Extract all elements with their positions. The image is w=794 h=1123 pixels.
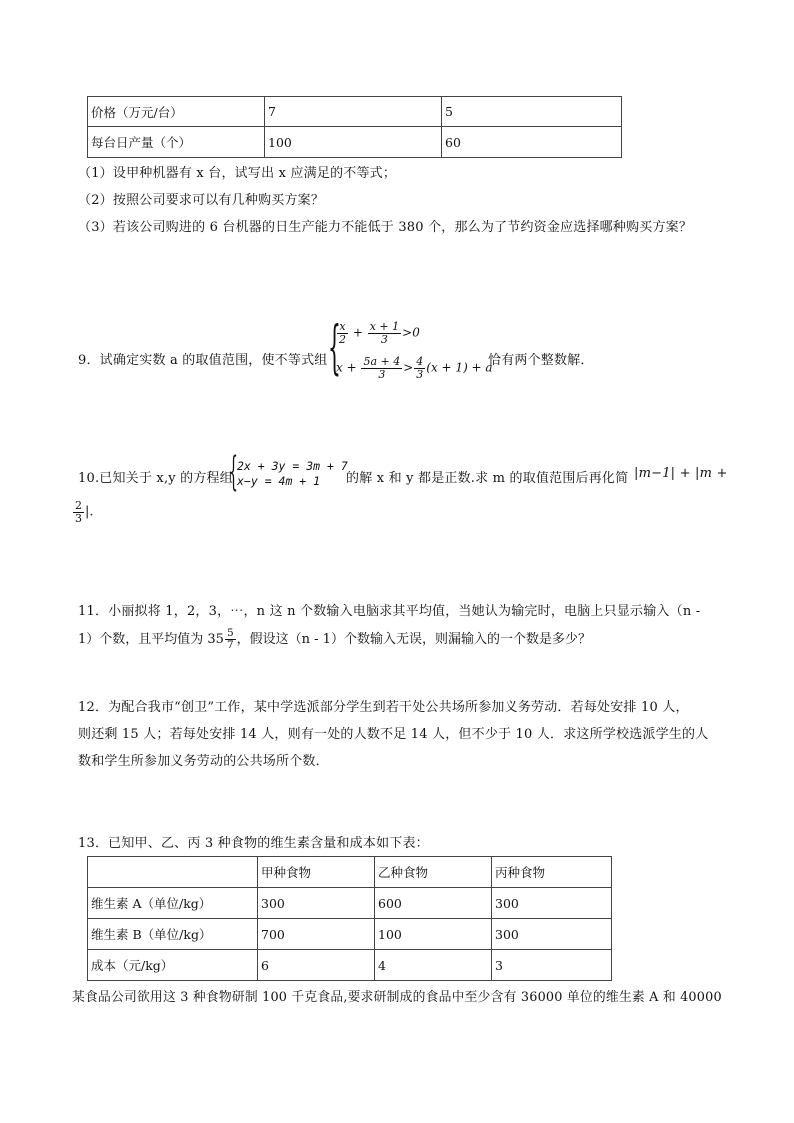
question-13-intro: 13．已知甲、乙、丙 3 种食物的维生素含量和成本如下表：	[78, 836, 429, 851]
table-cell: 700	[258, 919, 375, 950]
machine-table	[87, 96, 622, 158]
table-cell: 3	[492, 950, 612, 981]
question-10-mid: 的解 x 和 y 都是正数.求 m 的取值范围后再化简	[346, 471, 629, 486]
question-12-line-2: 则还剩 15 人；若每处安排 14 人，则有一处的人数不足 14 人，但不少于 10 人．求这所学校选派学生的人	[78, 727, 709, 742]
table-cell: 60	[442, 127, 622, 158]
question-12-line-3: 数和学生所参加义务劳动的公共场所个数．	[78, 754, 329, 769]
fraction: $\frac{x}{2}$	[339, 320, 346, 346]
absolute-expression: |m−1| + |m +	[634, 466, 728, 481]
table-row	[88, 857, 612, 888]
operator: +	[352, 325, 363, 340]
table-cell: 6	[258, 950, 375, 981]
text-segment: 1）个数，且平均值为 35	[78, 632, 224, 648]
table-cell: 维生素 A（单位/kg）	[88, 888, 258, 919]
question-10-prefix: 10.已知关于 x,y 的方程组	[78, 471, 233, 486]
operator: >	[403, 360, 414, 375]
question-10-end	[72, 500, 94, 524]
question-8-part-2: （2）按照公司要求可以有几种购买方案？	[78, 193, 325, 208]
table-cell: 丙种食物	[492, 857, 612, 888]
table-cell: 300	[258, 888, 375, 919]
question-13-tail: 某食品公司欲用这 3 种食物研制 100 千克食品,要求研制成的食品中至少含有 36000 单位的维生素 A 和 40000	[72, 990, 722, 1005]
closing-text: |.	[85, 504, 94, 520]
question-12-line-1: 12．为配合我市“创卫”工作，某中学选派部分学生到若干处公共场所参加义务劳动．若每处安排 10 人，	[78, 700, 689, 715]
inequality-2	[336, 356, 493, 380]
system-brace-icon: {	[328, 313, 341, 381]
table-cell: 5	[442, 97, 622, 127]
fraction: $\frac{5a + 4}{3}$	[363, 355, 401, 381]
table-cell: 成本（元/kg）	[88, 950, 258, 981]
inequality-lead: x +	[336, 360, 357, 375]
table-row	[88, 950, 612, 981]
question-8-part-1: （1）设甲种机器有 x 台，试写出 x 应满足的不等式；	[78, 166, 397, 181]
question-9-suffix: 恰有两个整数解．	[488, 353, 594, 368]
table-cell: 甲种食物	[258, 857, 375, 888]
fraction: $\frac{2}{3}$	[75, 499, 82, 525]
table-cell: 600	[375, 888, 492, 919]
equation-2: x−y = 4m + 1	[237, 474, 321, 488]
table-row	[88, 888, 612, 919]
fraction: $\frac{4}{3}$	[416, 355, 424, 381]
fraction: $\frac{x + 1}{3}$	[369, 320, 400, 346]
table-row	[88, 127, 622, 158]
vitamin-table	[87, 856, 612, 981]
question-8-part-3: （3）若该公司购进的 6 台机器的日生产能力不能低于 380 个，那么为了节约资金应选择哪种购买方案？	[78, 220, 693, 235]
text-segment: ，假设这（n - 1）个数输入无误，则漏输入的一个数是多少？	[236, 632, 591, 648]
table-cell: 100	[375, 919, 492, 950]
inequality-tail: (x + 1) + a	[426, 360, 493, 375]
table-row	[88, 97, 622, 127]
table-cell: 维生素 B（单位/kg）	[88, 919, 258, 950]
table-row	[88, 919, 612, 950]
equation-1: 2x + 3y = 3m + 7	[237, 459, 348, 473]
question-9-prefix: 9．试确定实数 a 的取值范围，使不等式组	[78, 353, 328, 368]
table-cell: 乙种食物	[375, 857, 492, 888]
inequality-1	[336, 321, 420, 345]
table-cell: 100	[265, 127, 442, 158]
system-brace-icon: {	[229, 449, 238, 495]
table-cell: 4	[375, 950, 492, 981]
fraction: $\frac{5}{7}$	[226, 627, 234, 652]
table-cell: 300	[492, 919, 612, 950]
question-11-line-1: 11．小丽拟将 1，2，3，⋯，n 这 n 个数输入电脑求其平均值，当她认为输完时，电脑上只显示输入（n -	[78, 604, 701, 619]
table-cell: 300	[492, 888, 612, 919]
table-cell: 价格（万元/台）	[88, 97, 265, 127]
inequality-tail: >0	[402, 325, 420, 340]
table-cell: 每台日产量（个）	[88, 127, 265, 158]
question-11-line-2	[78, 628, 591, 651]
table-cell: 7	[265, 97, 442, 127]
table-cell	[88, 857, 258, 888]
